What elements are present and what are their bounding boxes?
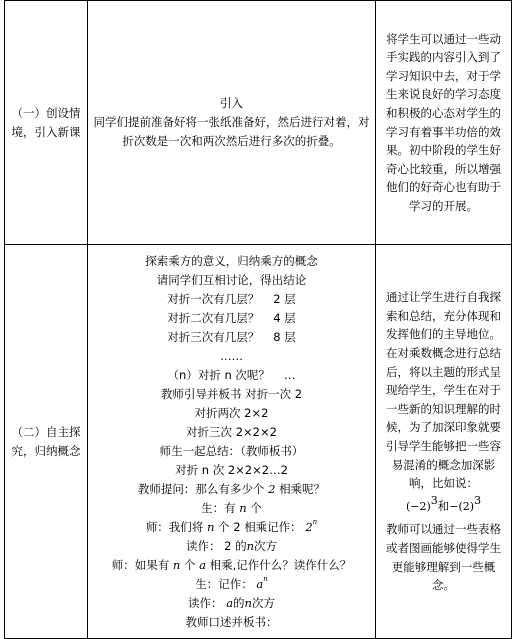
content-title: 引入 (220, 96, 243, 110)
content-line: 读作： a的n次方 (188, 595, 275, 610)
phase-cell (5, 1, 88, 245)
lesson-plan-table (4, 0, 512, 639)
math-example: $(-2)^3$和$-(2)^3$ (405, 493, 482, 513)
content-line: 对折一次有几层？ 2 层 (167, 291, 296, 306)
content-line: 读作： 2 的n次方 (185, 538, 278, 553)
table-row (5, 245, 512, 639)
content-line: 对折三次有几层？ 8 层 (167, 329, 296, 344)
table-row (5, 1, 512, 245)
content-line: 教师口述并板书： (185, 614, 278, 629)
note-cell (376, 245, 512, 639)
content-line: 教师引导并板书 对折一次 2 (160, 386, 303, 401)
content-line: 探索乘方的意义，归纳乘方的概念 (145, 253, 318, 268)
content-line: 对折两次 2×2 (194, 405, 269, 420)
content-line: 生：有 n 个 (201, 500, 262, 515)
content-body: 同学们提前准备好将一张纸准备好，然后进行对着，对折次数是一次和两次然后进行多次的折叠。 (93, 115, 370, 148)
content-line: 对折二次有几层？ 4 层 (167, 310, 296, 325)
content-line: 生：记作： $a^n$ (195, 574, 268, 591)
content-line: 师：如果有 n 个 a 相乘,记作什么？读作什么？ (111, 557, 352, 572)
design-note: 通过让学生进行自我探索和总结，充分体现和发挥他们的主导地位。在对乘数概念进行总结后，将以主题的形式呈现给学生，学生在对于一些新的知识理解的时候，为了加深印象就要引导学生能够把一些容易混淆的概念加深影响，比如说： (386, 290, 501, 491)
phase-cell (5, 245, 88, 639)
content-line: 师：我们将 n 个 2 相乘记作： 2$^n$ (145, 517, 318, 534)
content-cell (88, 1, 376, 245)
phase-label: （二）自主探究，归纳概念 (11, 424, 81, 458)
content-line: （n）对折 n 次呢？ … (167, 367, 296, 382)
design-note: 将学生可以通过一些动手实践的内容引入到了学习知识中去，对于学生来说良好的学习态度和积极的心态对学生的学习有着事半功倍的效果。初中阶段的学生好奇心比较重，所以增强他们的好奇心也有助于学习的开展。 (386, 31, 501, 213)
content-line: 教师提问：那么有多少个 2 相乘呢？ (137, 481, 326, 496)
content-line: 对折三次 2×2×2 (186, 424, 277, 439)
design-note: 教师可以通过一些表格或者图画能够使得学生更能够理解到一些概念。 (386, 522, 501, 593)
content-line: …… (220, 348, 243, 363)
content-line: 师生一起总结：（教师板书） (159, 443, 304, 458)
content-cell (88, 245, 376, 639)
phase-label: （一）创设情境，引入新课 (11, 105, 81, 139)
content-line: 请同学们互相讨论，得出结论 (156, 272, 307, 287)
content-line: 对折 n 次 2×2×2…2 (175, 462, 288, 477)
note-cell (376, 1, 512, 245)
